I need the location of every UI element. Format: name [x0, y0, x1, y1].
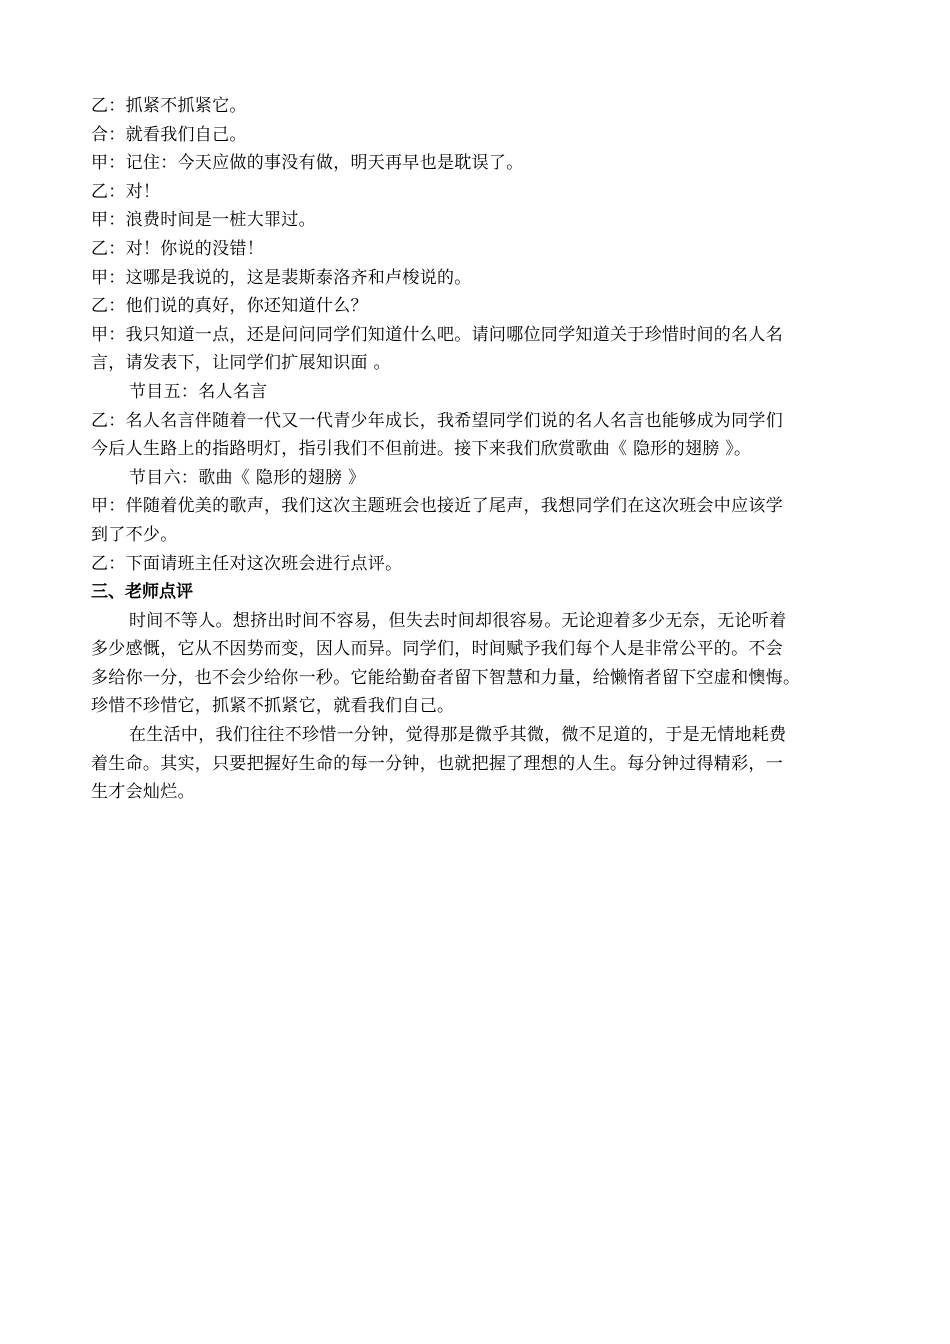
dialogue-line: 到了不少。 — [91, 524, 178, 545]
dialogue-line: 甲：伴随着优美的歌声，我们这次主题班会也接近了尾声，我想同学们在这次班会中应该学 — [91, 496, 783, 517]
dialogue-line: 乙：对！你说的没错！ — [91, 238, 264, 259]
paragraph-line: 多少感慨，它从不因势而变，因人而异。同学们，时间赋予我们每个人是非常公平的。不会 — [91, 639, 783, 660]
document-page — [91, 92, 861, 807]
program-title: 节目六：歌曲《 隐形的翅膀 》 — [129, 467, 366, 488]
dialogue-line: 合：就看我们自己。 — [91, 124, 247, 145]
dialogue-line: 言，请发表下，让同学们扩展知识面 。 — [91, 353, 391, 374]
program-title: 节目五：名人名言 — [129, 381, 268, 402]
paragraph-line: 生才会灿烂。 — [91, 782, 195, 803]
dialogue-line: 乙：他们说的真好，你还知道什么？ — [91, 296, 368, 317]
dialogue-line: 乙：抓紧不抓紧它。 — [91, 96, 247, 116]
paragraph-line: 着生命。其实，只要把握好生命的每一分钟，也就把握了理想的人生。每分钟过得精彩，一 — [91, 753, 783, 774]
dialogue-line: 乙：对！ — [91, 181, 161, 202]
dialogue-line: 甲：记住：今天应做的事没有做，明天再早也是耽误了。 — [91, 153, 524, 174]
paragraph-line: 多给你一分，也不会少给你一秒。它能给勤奋者留下智慧和力量，给懒惰者留下空虚和懊悔。 — [91, 667, 801, 688]
dialogue-line: 乙：名人名言伴随着一代又一代青少年成长，我希望同学们说的名人名言也能够成为同学们 — [91, 410, 783, 431]
paragraph-line: 时间不等人。想挤出时间不容易，但失去时间却很容易。无论迎着多少无奈，无论听着 — [129, 610, 787, 631]
paragraph-line: 珍惜不珍惜它，抓紧不抓紧它，就看我们自己。 — [91, 696, 455, 717]
paragraph-line: 在生活中，我们往往不珍惜一分钟，觉得那是微乎其微，微不足道的，于是无情地耗费 — [129, 725, 787, 746]
dialogue-line: 今后人生路上的指路明灯，指引我们不但前进。接下来我们欣赏歌曲《 隐形的翅膀 》。 — [91, 439, 752, 460]
dialogue-line: 甲：浪费时间是一桩大罪过。 — [91, 210, 316, 231]
section-heading: 三、老师点评 — [91, 582, 193, 603]
dialogue-line: 甲：这哪是我说的，这是裴斯泰洛齐和卢梭说的。 — [91, 267, 472, 288]
dialogue-line: 乙：下面请班主任对这次班会进行点评。 — [91, 553, 403, 574]
dialogue-line: 甲：我只知道一点，还是问问同学们知道什么吧。请问哪位同学知道关于珍惜时间的名人名 — [91, 324, 783, 345]
